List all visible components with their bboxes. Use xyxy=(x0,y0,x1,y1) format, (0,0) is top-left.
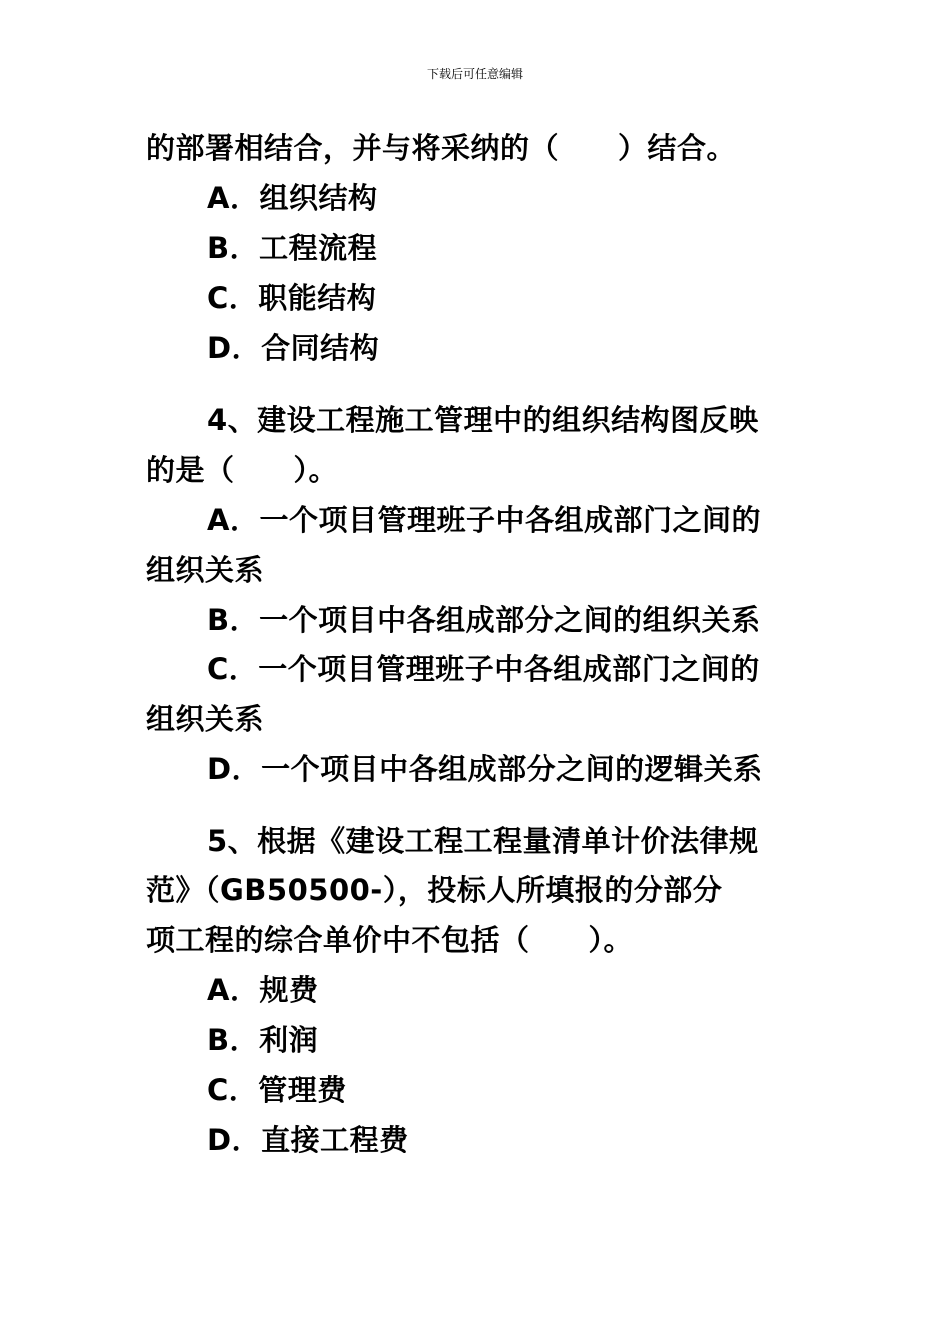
q4-option-b: B．一个项目中各组成部分之间的组织关系 xyxy=(207,603,761,637)
q5-option-d: D．直接工程费 xyxy=(207,1123,409,1157)
q4-option-c-line-2: 组织关系 xyxy=(146,702,265,736)
q3-option-b: B．工程流程 xyxy=(207,231,378,265)
q3-option-d: D．合同结构 xyxy=(207,331,380,365)
q3-stem-continuation: 的部署相结合，并与将采纳的（ ）结合。 xyxy=(146,131,737,165)
q5-option-a: A．规费 xyxy=(207,973,319,1007)
q3-option-a: A．组织结构 xyxy=(207,181,378,215)
page-header: 下载后可任意编辑 xyxy=(426,67,523,81)
q5-option-b: B．利润 xyxy=(207,1023,319,1057)
q5-stem-line-3: 项工程的综合单价中不包括（ ）。 xyxy=(146,923,634,957)
q4-stem-line-2: 的是（ ）。 xyxy=(146,453,339,487)
q4-stem-line-1: 4、建设工程施工管理中的组织结构图反映 xyxy=(207,403,759,437)
q5-option-c: C．管理费 xyxy=(207,1073,347,1107)
q3-option-c: C．职能结构 xyxy=(207,281,377,315)
q4-option-a-line-2: 组织关系 xyxy=(146,553,265,587)
q5-stem-line-2: 范》（GB50500-），投标人所填报的分部分 xyxy=(146,873,723,907)
q4-option-a-line-1: A．一个项目管理班子中各组成部门之间的 xyxy=(207,503,761,537)
q5-stem-line-1: 5、根据《建设工程工程量清单计价法律规 xyxy=(207,824,759,858)
q4-option-c-line-1: C．一个项目管理班子中各组成部门之间的 xyxy=(207,652,760,686)
q4-option-d: D．一个项目中各组成部分之间的逻辑关系 xyxy=(207,752,763,786)
